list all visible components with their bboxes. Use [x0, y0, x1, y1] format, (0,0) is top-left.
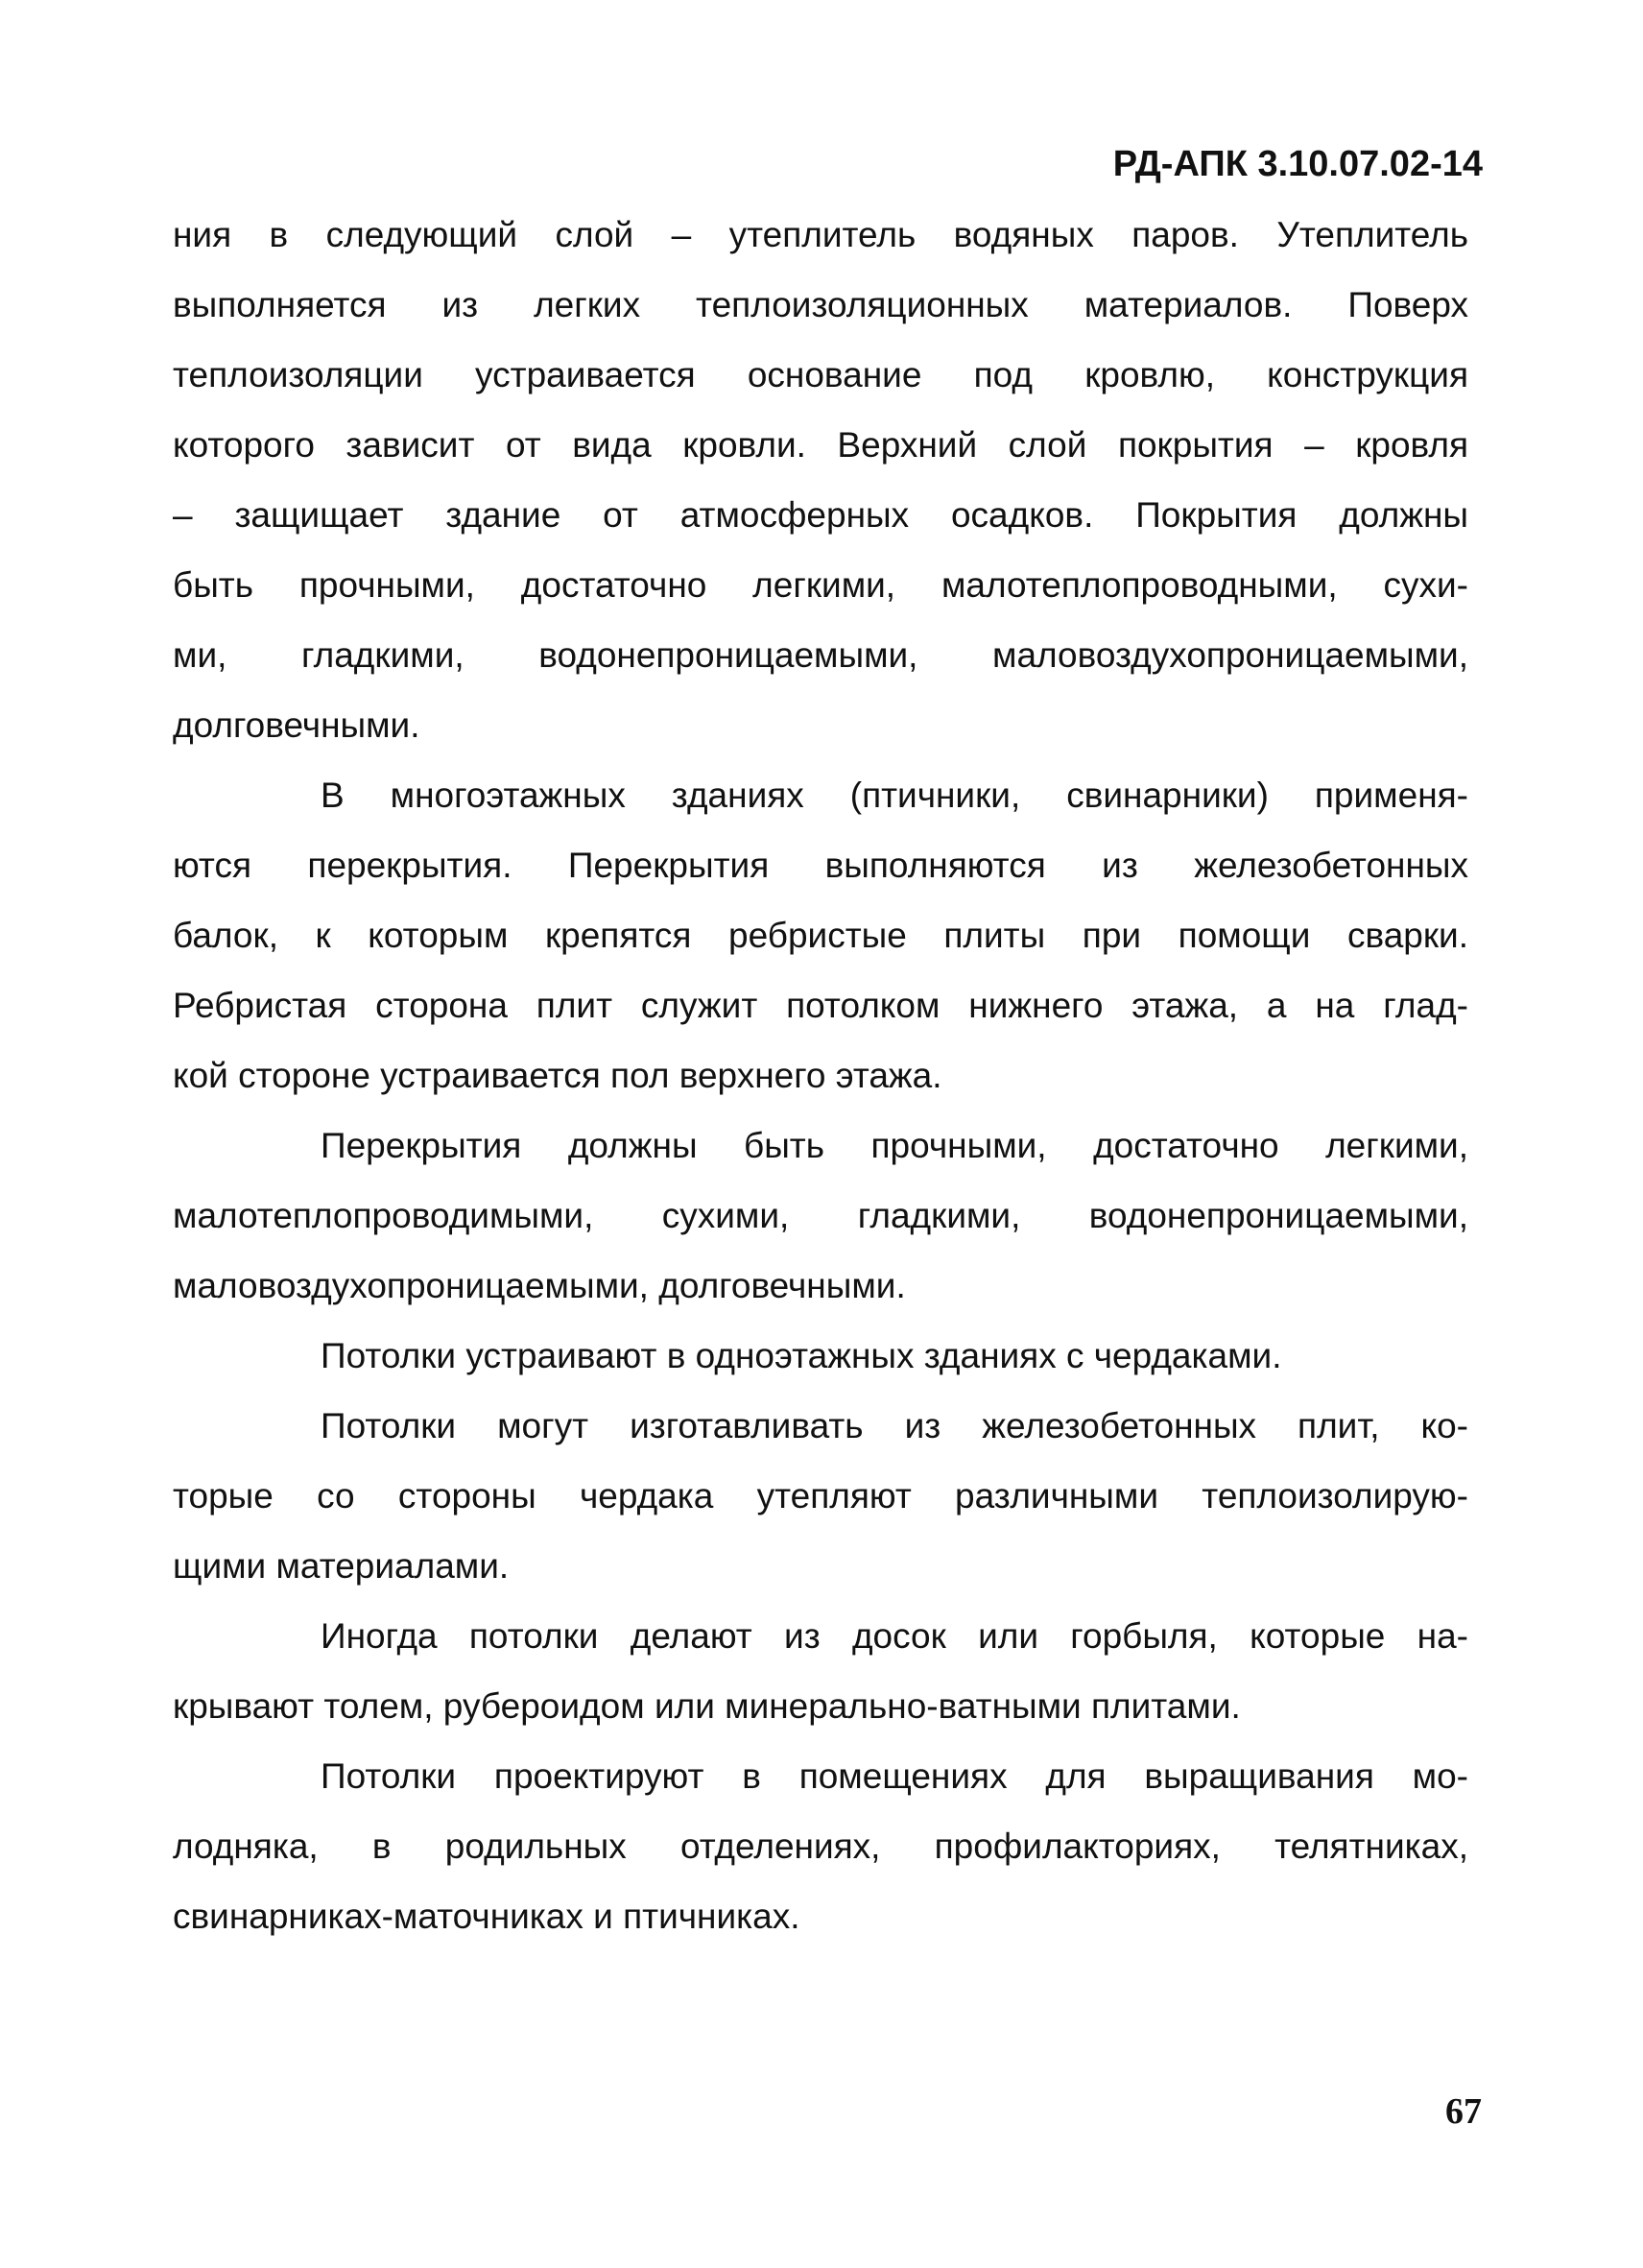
text-line: свинарниках-маточниках и птичниках. — [173, 1897, 800, 1936]
paragraph-ceilings-attics — [173, 1321, 1468, 1391]
text-line: балок, к которым крепятся ребристые плиты при помощи сварки. — [173, 916, 1468, 955]
text-line: быть прочными, достаточно легкими, малотеплопроводными, сухи- — [173, 565, 1468, 605]
page-body — [173, 200, 1468, 1951]
text-line: выполняется из легких теплоизоляционных материалов. Поверх — [173, 285, 1468, 324]
text-line: Потолки могут изготавливать из железобетонных плит, ко- — [321, 1406, 1468, 1445]
text-line: В многоэтажных зданиях (птичники, свинарники) применя- — [321, 776, 1468, 815]
text-line: Потолки проектируют в помещениях для выращивания мо- — [321, 1756, 1468, 1796]
paragraph-floors — [173, 760, 1468, 1110]
text-line: маловоздухопроницаемыми, долговечными. — [173, 1266, 906, 1305]
text-line: Потолки устраивают в одноэтажных зданиях с чердаками. — [321, 1336, 1282, 1375]
text-line: щими материалами. — [173, 1546, 510, 1586]
text-line: Перекрытия должны быть прочными, достаточно легкими, — [321, 1126, 1468, 1165]
text-line: крывают толем, рубероидом или минерально-ватными плитами. — [173, 1686, 1241, 1726]
text-line: торые со стороны чердака утепляют различными теплоизолирую- — [173, 1476, 1468, 1516]
text-line: лодняка, в родильных отделениях, профилакториях, телятниках, — [173, 1826, 1468, 1866]
text-line: которого зависит от вида кровли. Верхний слой покрытия – кровля — [173, 425, 1468, 465]
paragraph-floor-requirements — [173, 1110, 1468, 1321]
page-number: 67 — [1445, 2091, 1482, 2132]
document-code: РД-АПК 3.10.07.02-14 — [1112, 144, 1483, 184]
text-line: ния в следующий слой – утеплитель водяных паров. Утеплитель — [173, 215, 1468, 254]
paragraph-ceiling-slabs — [173, 1391, 1468, 1601]
text-line: Иногда потолки делают из досок или горбыля, которые на- — [321, 1616, 1468, 1656]
paragraph-roof-layers — [173, 200, 1468, 760]
paragraph-ceiling-boards — [173, 1601, 1468, 1741]
text-line: теплоизоляции устраивается основание под кровлю, конструкция — [173, 355, 1468, 394]
paragraph-ceiling-premises — [173, 1741, 1468, 1951]
text-line: Ребристая сторона плит служит потолком нижнего этажа, а на глад- — [173, 986, 1468, 1025]
text-line: кой стороне устраивается пол верхнего этажа. — [173, 1056, 942, 1095]
text-line: долговечными. — [173, 705, 420, 745]
text-line: ми, гладкими, водонепроницаемыми, маловоздухопроницаемыми, — [173, 635, 1468, 675]
text-line: – защищает здание от атмосферных осадков. Покрытия должны — [173, 495, 1468, 535]
text-line: малотеплопроводимыми, сухими, гладкими, водонепроницаемыми, — [173, 1196, 1468, 1235]
text-line: ются перекрытия. Перекрытия выполняются из железобетонных — [173, 846, 1468, 885]
